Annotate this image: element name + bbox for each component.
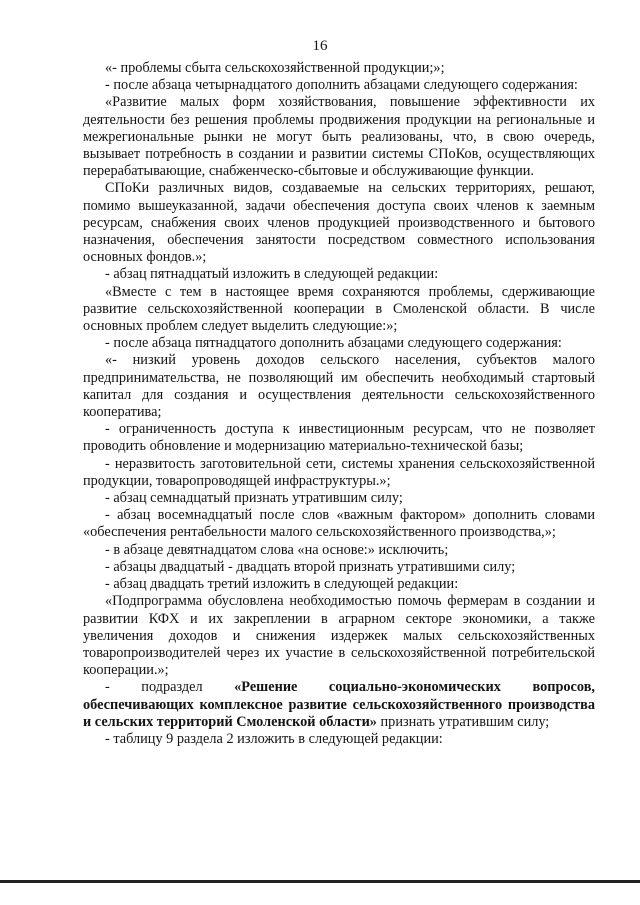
paragraph-1: «- проблемы сбыта сельскохозяйственной продукции;»; — [105, 60, 445, 76]
paragraph-6: «Вместе с тем в настоящее время сохраняются проблемы, сдерживающие развитие сельскохозяйственной кооперации в Смоленской области. В числе основных проблем следует выделить следующие:»; — [83, 283, 595, 335]
subsection-suffix: признать утратившим силу; — [376, 713, 550, 730]
subsection-paragraph — [83, 679, 595, 731]
paragraph-9: - ограниченность доступа к инвестиционным ресурсам, что не позволяет проводить обновление и модернизацию материально-технической базы; — [83, 421, 595, 455]
subsection-prefix: - подраздел — [105, 679, 235, 696]
paragraph-16: «Подпрограмма обусловлена необходимостью помочь фермерам в создании и развитии КФХ и их закреплении в аграрном секторе экономики, а также увеличения доходов и снижения издержек малых сельскохозяйственных товаропроизводителей через их участие в сельскохозяйственной потребительской кооперации.»; — [83, 593, 595, 679]
paragraph-3: «Развитие малых форм хозяйствования, повышение эффективности их деятельности без решения проблемы продвижения продукции на региональные и межрегиональные рынки не могут быть реализованы, что, в свою очередь, вызывает потребность в создании и развитии системы СПоКов, осуществляющих перерабатывающие, снабженческо-сбытовые и обслуживающие функции. — [83, 94, 595, 180]
paragraph-2: - после абзаца четырнадцатого дополнить абзацами следующего содержания: — [105, 77, 578, 94]
paragraph-8: «- низкий уровень доходов сельского населения, субъектов малого предпринимательства, не позволяющий им обеспечить необходимый стартовый капитал для создания и осуществления деятельности сельскохозяйственного кооператива; — [83, 352, 595, 421]
document-body — [83, 60, 595, 748]
bottom-rule — [0, 880, 640, 883]
paragraph-10: - неразвитость заготовительной сети, системы хранения сельскохозяйственной продукции, товаропроводящей инфраструктуры.»; — [83, 455, 595, 489]
subsection-title: «Решение социально-экономических вопросов, обеспечивающих комплексное развитие сельскохозяйственного производства и сельских территорий Смоленской области» — [83, 679, 595, 730]
paragraph-4: СПоКи различных видов, создаваемые на сельских территориях, решают, помимо вышеуказанной, задачи обеспечения доступа своих членов к заемным ресурсам, снабжения своих членов продукцией производственного и бытового назначения, обеспечения занятости посредством совместного использования основных фондов.»; — [83, 180, 595, 266]
paragraph-5: - абзац пятнадцатый изложить в следующей редакции: — [105, 266, 439, 283]
page-number: 16 — [312, 38, 328, 54]
paragraph-14: - абзацы двадцатый - двадцать второй признать утратившими силу; — [105, 558, 516, 575]
paragraph-12: - абзац восемнадцатый после слов «важным фактором» дополнить словами «обеспечения рентабельности малого сельскохозяйственного производства,»; — [83, 507, 595, 541]
paragraph-15: - абзац двадцать третий изложить в следующей редакции: — [105, 576, 459, 593]
final-paragraph: - таблицу 9 раздела 2 изложить в следующей редакции: — [105, 730, 443, 747]
paragraph-7: - после абзаца пятнадцатого дополнить абзацами следующего содержания: — [105, 335, 562, 352]
paragraph-13: - в абзаце девятнадцатом слова «на основе:» исключить; — [105, 541, 449, 558]
paragraph-11: - абзац семнадцатый признать утратившим силу; — [105, 490, 403, 507]
